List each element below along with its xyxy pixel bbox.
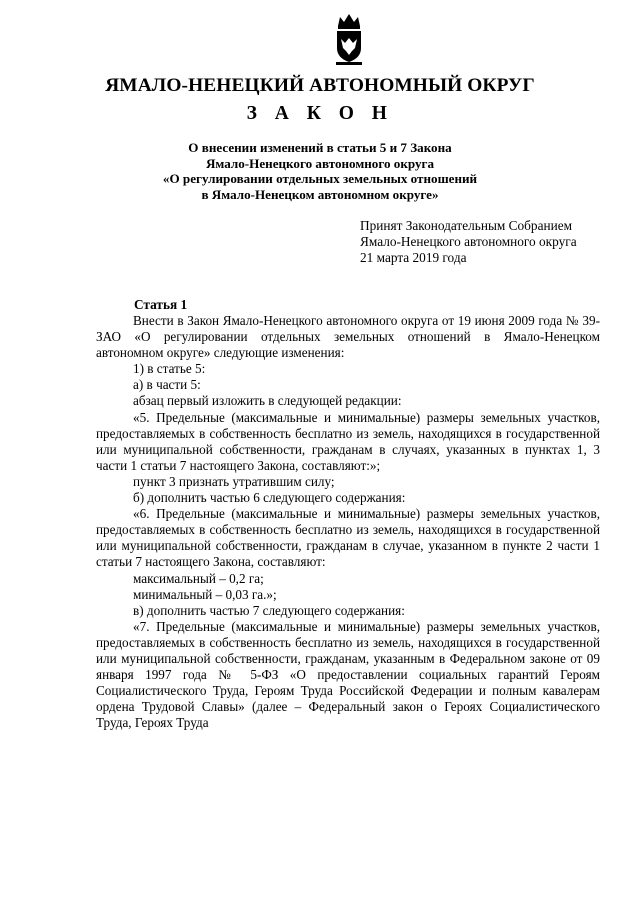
paragraph: пункт 3 признать утратившим силу; bbox=[133, 473, 335, 489]
paragraph: в) дополнить частью 7 следующего содержания: bbox=[133, 602, 405, 618]
adoption-note bbox=[360, 218, 630, 266]
adoption-line: Принят Законодательным Собранием bbox=[360, 218, 573, 233]
law-title bbox=[0, 140, 640, 202]
adoption-line: Ямало-Ненецкого автономного округа bbox=[360, 234, 577, 249]
paragraph: а) в части 5: bbox=[133, 377, 201, 393]
title-line: О внесении изменений в статьи 5 и 7 Закона bbox=[188, 140, 452, 155]
document-type: З А К О Н bbox=[246, 103, 394, 124]
article-body bbox=[96, 313, 600, 731]
paragraph: абзац первый изложить в следующей редакции: bbox=[133, 393, 402, 409]
title-line: «О регулировании отдельных земельных отношений bbox=[162, 171, 478, 187]
paragraph: «5. Предельные (максимальные и минимальные) размеры земельных участков, предоставляемых в собственность бесплатно из земель, находящихся в государственной или муниципальной собственности, гражданам в случаях, указанных в пунктах 1, 3 части 1 статьи 7 настоящего Закона, составляют:»; bbox=[96, 409, 600, 473]
paragraph: «6. Предельные (максимальные и минимальные) размеры земельных участков, предоставляемых в собственность бесплатно из земель, находящихся в государственной или муниципальной собственности, гражданам в случае, указанном в пункте 2 части 1 статьи 7 настоящего Закона, составляют: bbox=[96, 506, 600, 570]
title-line: в Ямало-Ненецком автономном округе» bbox=[201, 186, 439, 202]
paragraph: Внести в Закон Ямало-Ненецкого автономного округа от 19 июня 2009 года № 39-ЗАО «О регулировании отдельных земельных отношений в Ямало-Ненецком автономном округе» следующие изменения: bbox=[96, 313, 600, 361]
title-line: Ямало-Ненецкого автономного округа bbox=[205, 155, 435, 171]
adoption-line: 21 марта 2019 года bbox=[360, 250, 467, 265]
paragraph: 1) в статье 5: bbox=[133, 361, 206, 377]
article-heading: Статья 1 bbox=[134, 297, 188, 312]
paragraph: б) дополнить частью 6 следующего содержания: bbox=[133, 490, 406, 506]
paragraph: минимальный – 0,03 га.»; bbox=[133, 586, 277, 602]
region-title: ЯМАЛО-НЕНЕЦКИЙ АВТОНОМНЫЙ ОКРУГ bbox=[105, 75, 535, 96]
coat-of-arms-icon bbox=[331, 12, 367, 66]
paragraph: «7. Предельные (максимальные и минимальные) размеры земельных участков, предоставляемых в собственность бесплатно из земель, находящихся в государственной или муниципальной собственности, гражданам, указанным в Федеральном законе от 09 января 1997 года № 5-ФЗ «О предоставлении социальных гарантий Героям Социалистического Труда, Героям Труда Российской Федерации и полным кавалерам ордена Трудовой Славы» (далее – Федеральный закон о Героях Социалистического Труда, Героях Труда bbox=[96, 618, 600, 731]
paragraph: максимальный – 0,2 га; bbox=[133, 570, 264, 586]
